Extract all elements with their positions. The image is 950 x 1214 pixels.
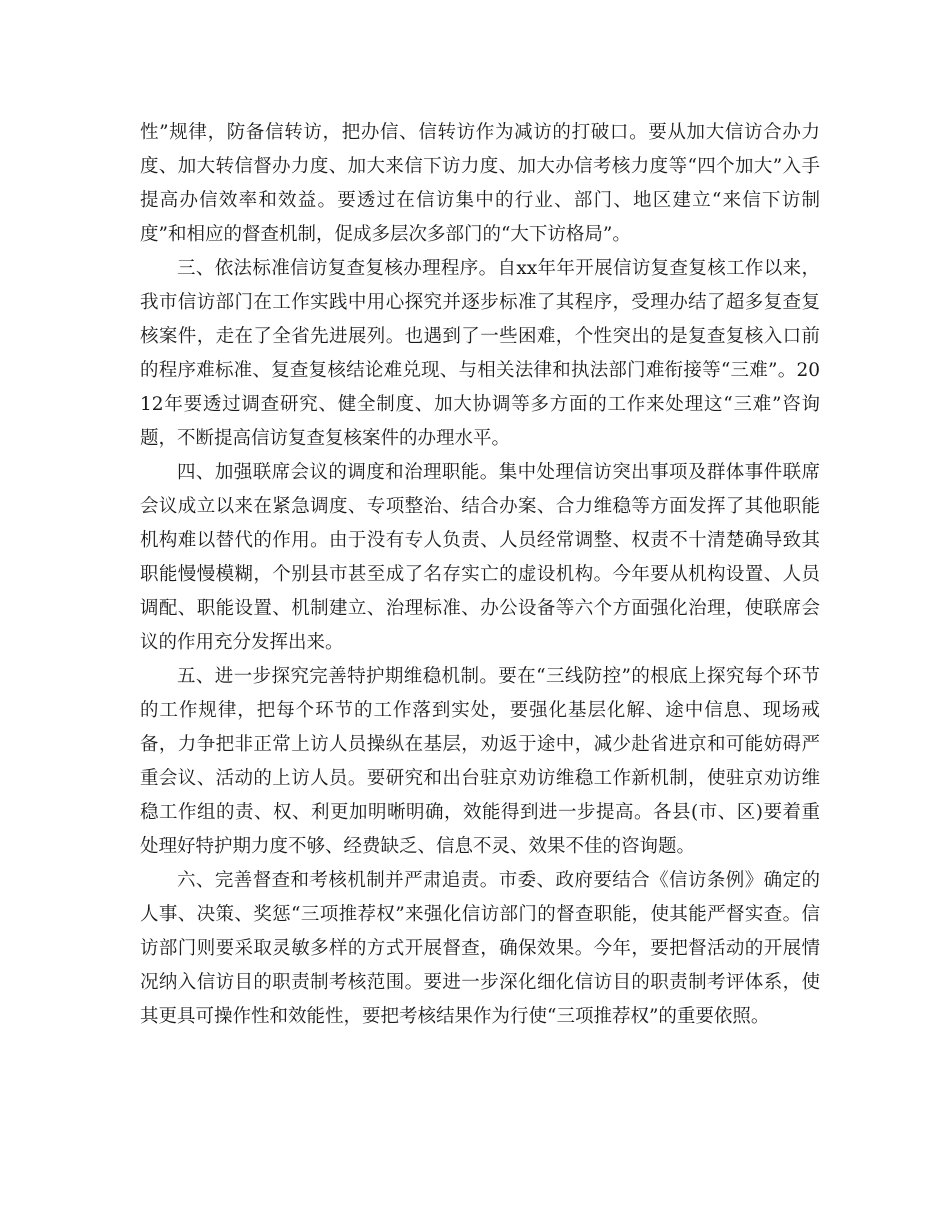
paragraph-section-five: 五、进一步探究完善特护期维稳机制。要在“三线防控”的根底上探究每个环节的工作规律，把每个环节的工作落到实处，要强化基层化解、途中信息、现场戒备，力争把非正常上访人员操纵在基层，劝返于途中，减少赴省进京和可能妨碍严重会议、活动的上访人员。要研究和出台驻京劝访维稳工作新机制，使驻京劝访维稳工作组的责、权、利更加明晰明确，效能得到进一步提高。各县(市、区)要着重处理好特护期力度不够、经费缺乏、信息不灵、效果不佳的咨询题。 <box>140 666 820 857</box>
paragraph-section-three: 三、依法标准信访复查复核办理程序。自xx年年开展信访复查复核工作以来，我市信访部门在工作实践中用心探究并逐步标准了其程序，受理办结了超多复查复核案件，走在了全省先进展列。也遇到了一些困难，个性突出的是复查复核入口前的程序难标准、复查复核结论难兑现、与相关法律和执法部门难衔接等“三难”。2012年要透过调查研究、健全制度、加大协调等多方面的工作来处理这“三难”咨询题，不断提高信访复查复核案件的办理水平。 <box>140 258 820 449</box>
paragraph-section-four: 四、加强联席会议的调度和治理职能。集中处理信访突出事项及群体事件联席会议成立以来在紧急调度、专项整治、结合办案、合力维稳等方面发挥了其他职能机构难以替代的作用。由于没有专人负责、人员经常调整、权责不十清楚确导致其职能慢慢模糊，个别县市甚至成了名存实亡的虚设机构。今年要从机构设置、人员调配、职能设置、机制建立、治理标准、办公设备等六个方面强化治理，使联席会议的作用充分发挥出来。 <box>140 462 820 653</box>
paragraph-section-six: 六、完善督查和考核机制并严肃追责。市委、政府要结合《信访条例》确定的人事、决策、奖惩“三项推荐权”来强化信访部门的督查职能，使其能严督实查。信访部门则要采取灵敏多样的方式开展督查，确保效果。今年，要把督活动的开展情况纳入信访目的职责制考核范围。要进一步深化细化信访目的职责制考评体系，使其更具可操作性和效能性，要把考核结果作为行使“三项推荐权”的重要依照。 <box>140 870 820 1027</box>
document-body <box>140 116 820 1034</box>
paragraph-continuation: 性”规律，防备信转访，把办信、信转访作为减访的打破口。要从加大信访合办力度、加大转信督办力度、加大来信下访力度、加大办信考核力度等“四个加大”入手提高办信效率和效益。要透过在信访集中的行业、部门、地区建立“来信下访制度”和相应的督查机制，促成多层次多部门的“大下访格局”。 <box>140 122 820 245</box>
